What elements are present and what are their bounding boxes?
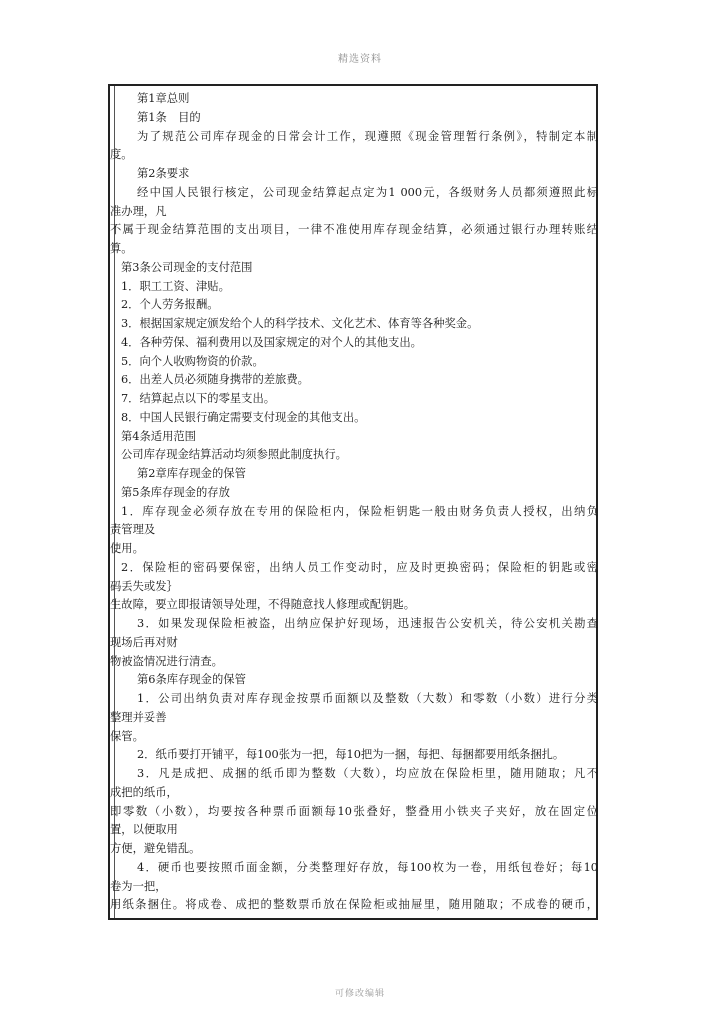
article-heading: 第2条要求 — [137, 167, 190, 180]
paragraph-line: 2．保险柜的密码要保密，出纳人员工作变动时，应及时更换密码；保险柜的钥匙或密 — [121, 560, 598, 574]
list-item: 5．向个人收购物资的价款。 — [121, 354, 264, 368]
paragraph-line: 保管。 — [110, 729, 144, 743]
paragraph-line: 成把的纸币， — [110, 785, 178, 799]
paragraph-line: 码丢失或发｝ — [110, 579, 178, 593]
page-header: 精选资料 — [338, 54, 382, 65]
paragraph-line: 经中国人民银行核定，公司现金结算起点定为1 000元，各级财务人员都须遵照此标 — [137, 185, 598, 199]
list-item: 4．各种劳保、福利费用以及国家规定的对个人的其他支出。 — [121, 335, 422, 349]
paragraph-line: 4．硬币也要按照币面金额，分类整理好存放，每100枚为一卷，用纸包卷好；每10 — [137, 860, 598, 874]
list-item: 2．个人劳务报酬。 — [121, 298, 219, 312]
paragraph-line: 物被盗情况进行清查。 — [110, 654, 223, 668]
paragraph-line: 度。 — [110, 148, 133, 162]
list-item: 7．结算起点以下的零星支出。 — [121, 392, 276, 405]
paragraph-line: 3．凡是成把、成捆的纸币即为整数（大数），均应放在保险柜里，随用随取；凡不 — [137, 767, 598, 780]
paragraph-line: 公司库存现金结算活动均须参照此制度执行。 — [121, 448, 347, 462]
paragraph-line: 3．如果发现保险柜被盗，出纳应保护好现场，迅速报告公安机关，待公安机关勘查 — [137, 617, 598, 630]
paragraph-line: 即零数（小数），均要按各种票币面额每10张叠好，整叠用小铁夹子夹好，放在固定位 — [110, 804, 598, 818]
paragraph-line: 整理并妥善 — [110, 710, 167, 724]
paragraph-line: 1．公司出纳负责对库存现金按票币面额以及整数（大数）和零数（小数）进行分类 — [137, 692, 598, 705]
paragraph-line: 卷为一把， — [110, 879, 167, 893]
paragraph-line: 使用。 — [110, 542, 144, 555]
article-heading: 第4条适用范围 — [121, 429, 196, 443]
paragraph-line: 用纸条捆住。将成卷、成把的整数票币放在保险柜或抽屉里，随用随取；不成卷的硬币， — [110, 898, 598, 912]
article-heading: 第3条公司现金的支付范围 — [121, 260, 253, 274]
paragraph-line: 为了规范公司库存现金的日常会计工作，现遵照《现金管理暂行条例》，特制定本制 — [137, 129, 598, 143]
list-item: 6．出差人员必须随身携带的差旅费。 — [121, 373, 309, 387]
document-frame — [108, 84, 598, 920]
paragraph-line: 准办理，凡 — [110, 204, 167, 218]
paragraph-line: 方便，避免错乱。 — [110, 842, 201, 855]
article-heading: 第5条库存现金的存放 — [121, 485, 230, 499]
list-item: 1．职工工资、津贴。 — [121, 279, 230, 293]
paragraph-line: 1．库存现金必须存放在专用的保险柜内，保险柜钥匙一般由财务负责人授权，出纳负 — [121, 504, 598, 518]
paragraph-line: 置，以便取用 — [110, 823, 178, 837]
document-body — [110, 90, 600, 915]
paragraph-line: 责管理及 — [110, 523, 156, 537]
paragraph-line: 生故障，要立即报请领导处理，不得随意找人修理或配钥匙。 — [110, 598, 416, 612]
page-footer: 可修改编辑 — [334, 989, 385, 999]
paragraph-line: 不属于现金结算范围的支出项目，一律不准使用库存现金结算，必须通过银行办理转账结 — [110, 223, 598, 237]
article-heading: 第1条 目的 — [137, 110, 201, 124]
paragraph-line: 算。 — [110, 242, 133, 255]
paragraph-line: 2．纸币要打开铺平，每100张为一把，每10把为一捆，每把、每捆都要用纸条捆扎。 — [137, 748, 565, 762]
chapter-heading: 第1章总则 — [137, 92, 190, 105]
paragraph-line: 现场后再对财 — [110, 635, 178, 649]
chapter-heading: 第2章库存现金的保管 — [137, 467, 246, 480]
article-heading: 第6条库存现金的保管 — [137, 673, 246, 687]
list-item: 8．中国人民银行确定需要支付现金的其他支出。 — [121, 410, 366, 424]
list-item: 3．根据国家规定颁发给个人的科学技术、文化艺术、体育等各种奖金。 — [121, 317, 479, 330]
